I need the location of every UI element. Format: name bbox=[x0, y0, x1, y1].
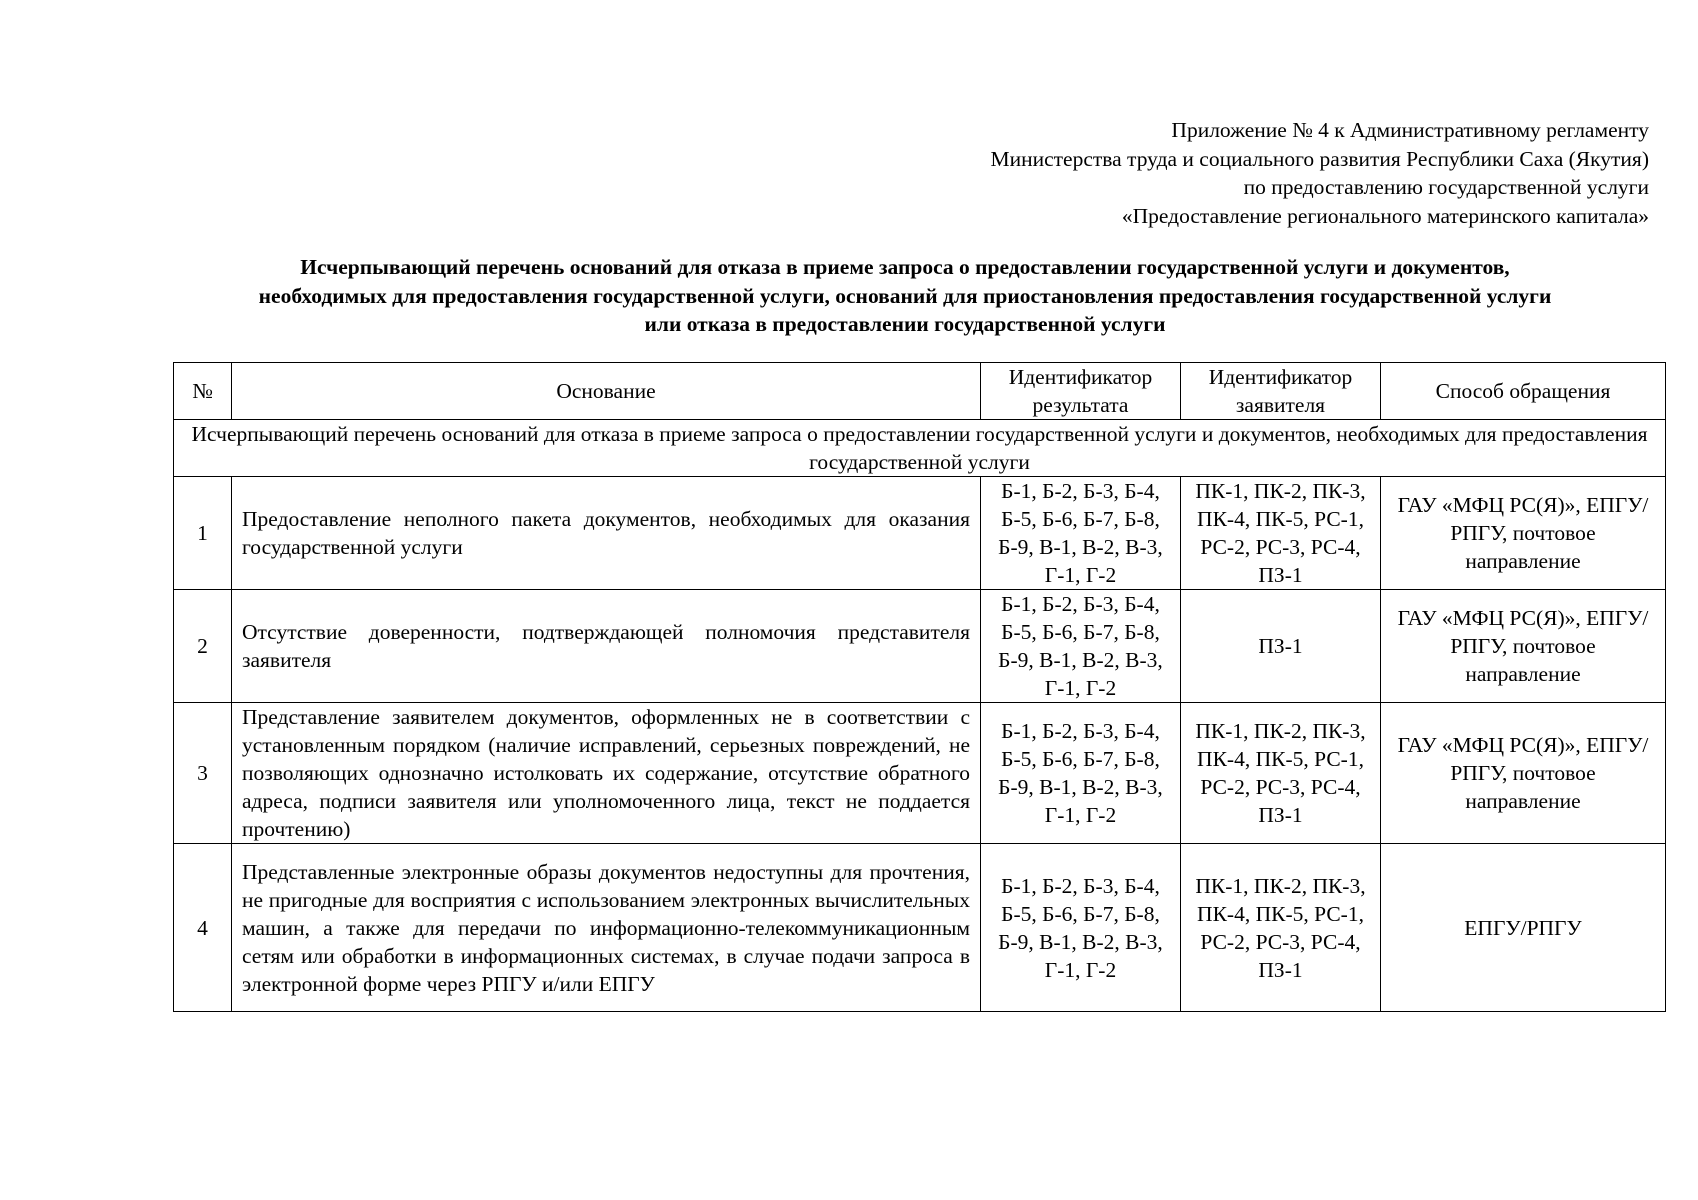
section-heading: Исчерпывающий перечень оснований для отказа в приеме запроса о предоставлении государственной услуги и документов, необходимых для предоставления государственной услуги bbox=[174, 420, 1666, 477]
row-result-id: Б-1, Б-2, Б-3, Б-4, Б-5, Б-6, Б-7, Б-8, Б-9, В-1, В-2, В-3, Г-1, Г-2 bbox=[981, 844, 1181, 1012]
table-row bbox=[174, 703, 1666, 844]
row-result-id: Б-1, Б-2, Б-3, Б-4, Б-5, Б-6, Б-7, Б-8, Б-9, В-1, В-2, В-3, Г-1, Г-2 bbox=[981, 703, 1181, 844]
appendix-line-3: по предоставлению государственной услуги bbox=[1243, 175, 1649, 199]
appendix-line-4: «Предоставление регионального материнского капитала» bbox=[1121, 203, 1649, 228]
row-applicant-id: ПК-1, ПК-2, ПК-3, ПК-4, ПК-5, РС-1, РС-2, РС-3, РС-4, ПЗ-1 bbox=[1181, 844, 1381, 1012]
document-title bbox=[160, 253, 1650, 339]
row-num: 3 bbox=[174, 703, 232, 844]
title-line-3: или отказа в предоставлении государственной услуги bbox=[644, 312, 1166, 336]
row-basis: Представленные электронные образы документов недоступны для прочтения, не пригодные для восприятия с использованием электронных вычислительных машин, а также для передачи по информационно-телекоммуникационным сетям или обработки в информационных системах, в случае подачи запроса в электронной форме через РПГУ и/или ЕПГУ bbox=[232, 844, 981, 1012]
row-result-id: Б-1, Б-2, Б-3, Б-4, Б-5, Б-6, Б-7, Б-8, Б-9, В-1, В-2, В-3, Г-1, Г-2 bbox=[981, 590, 1181, 703]
header-result-id: Идентификатор результата bbox=[981, 363, 1181, 420]
title-line-1: Исчерпывающий перечень оснований для отказа в приеме запроса о предоставлении государственной услуги и документов, bbox=[300, 255, 1510, 279]
row-basis: Предоставление неполного пакета документов, необходимых для оказания государственной услуги bbox=[232, 477, 981, 590]
section-heading-row bbox=[174, 420, 1666, 477]
row-method: ЕПГУ/РПГУ bbox=[1381, 844, 1666, 1012]
header-basis: Основание bbox=[232, 363, 981, 420]
grounds-table bbox=[173, 362, 1666, 1012]
row-applicant-id: ПЗ-1 bbox=[1181, 590, 1381, 703]
row-num: 2 bbox=[174, 590, 232, 703]
appendix-line-2: Министерства труда и социального развития Республики Саха (Якутия) bbox=[990, 146, 1649, 171]
row-method: ГАУ «МФЦ РС(Я)», ЕПГУ/РПГУ, почтовое направление bbox=[1381, 477, 1666, 590]
row-num: 1 bbox=[174, 477, 232, 590]
row-applicant-id: ПК-1, ПК-2, ПК-3, ПК-4, ПК-5, РС-1, РС-2, РС-3, РС-4, ПЗ-1 bbox=[1181, 477, 1381, 590]
appendix-note bbox=[990, 116, 1649, 230]
header-num: № bbox=[174, 363, 232, 420]
table-row bbox=[174, 477, 1666, 590]
appendix-line-1: Приложение № 4 к Административному регламенту bbox=[1171, 118, 1649, 142]
header-applicant-id: Идентификатор заявителя bbox=[1181, 363, 1381, 420]
row-applicant-id: ПК-1, ПК-2, ПК-3, ПК-4, ПК-5, РС-1, РС-2, РС-3, РС-4, ПЗ-1 bbox=[1181, 703, 1381, 844]
table-header-row bbox=[174, 363, 1666, 420]
row-num: 4 bbox=[174, 844, 232, 1012]
header-method: Способ обращения bbox=[1381, 363, 1666, 420]
row-basis: Отсутствие доверенности, подтверждающей полномочия представителя заявителя bbox=[232, 590, 981, 703]
table-row bbox=[174, 590, 1666, 703]
table-row bbox=[174, 844, 1666, 1012]
row-result-id: Б-1, Б-2, Б-3, Б-4, Б-5, Б-6, Б-7, Б-8, Б-9, В-1, В-2, В-3, Г-1, Г-2 bbox=[981, 477, 1181, 590]
title-line-2: необходимых для предоставления государственной услуги, оснований для приостановления предоставления государственной услуги bbox=[258, 283, 1552, 308]
row-method: ГАУ «МФЦ РС(Я)», ЕПГУ/РПГУ, почтовое направление bbox=[1381, 703, 1666, 844]
row-method: ГАУ «МФЦ РС(Я)», ЕПГУ/РПГУ, почтовое направление bbox=[1381, 590, 1666, 703]
row-basis: Представление заявителем документов, оформленных не в соответствии с установленным порядком (наличие исправлений, серьезных повреждений, не позволяющих однозначно истолковать их содержание, отсутствие обратного адреса, подписи заявителя или уполномоченного лица, текст не поддается прочтению) bbox=[232, 703, 981, 844]
